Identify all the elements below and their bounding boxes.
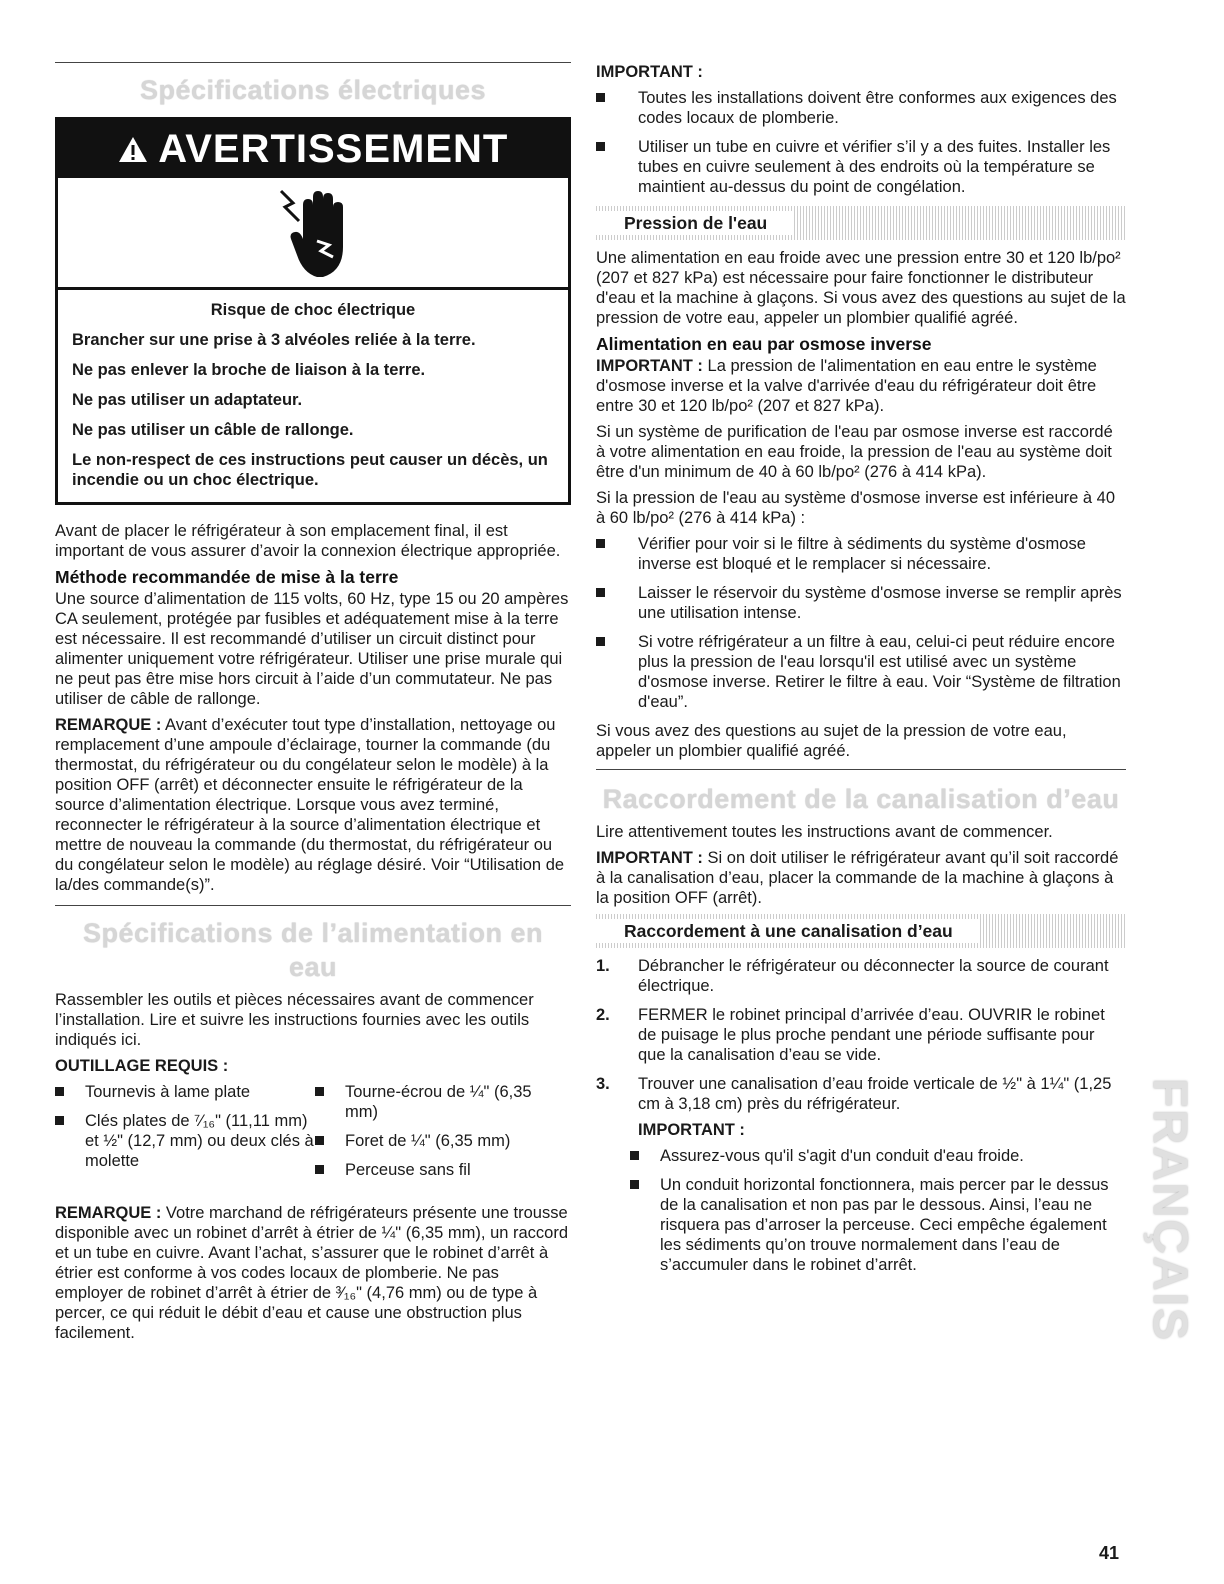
step-text: FERMER le robinet principal d’arrivée d’eau. OUVRIR le robinet de puisage le plus proche pendant une période suffisante pour que la canalisation d’eau se vide. [638, 1006, 1105, 1064]
osmosis-important-text: La pression de l'alimentation en eau entre le système d'osmose inverse et la valve d'arrivée d'eau du réfrigérateur doit être entre 30 et 120 lb/po² (207 et 827 kPa). [596, 357, 1097, 415]
warning-line-4: Ne pas utiliser un adaptateur. [72, 391, 303, 409]
osmosis-paragraph-2: Si la pression de l'eau au système d'osmose inverse est inférieure à 40 à 60 lb/po² (276 à 414 kPa) : [596, 489, 1115, 527]
tool-item: Clés plates de ⁷⁄₁₆" (11,11 mm) et ½" (12,7 mm) ou deux clés à molette [55, 1111, 315, 1171]
important-item: Toutes les installations doivent être conformes aux exigences des codes locaux de plomberie. [596, 88, 1126, 128]
connection-sub-heading: Raccordement à une canalisation d’eau [594, 919, 979, 943]
warning-box [55, 117, 571, 505]
connection-intro: Lire attentivement toutes les instructions avant de commencer. [596, 823, 1053, 841]
osmosis-paragraph-1: Si un système de purification de l'eau par osmose inverse est raccordé à votre alimentation en eau froide, la pression de l'eau au système doit être d'un minimum de 40 à 60 lb/po² (276 à 414 kPa). [596, 423, 1113, 481]
warning-line-6: Le non-respect de ces instructions peut causer un décès, un incendie ou un choc électrique. [72, 451, 548, 489]
remark-1-text: Avant d’exécuter tout type d’installation, nettoyage ou remplacement d’une ampoule d’éclairage, tourner la commande (du thermostat, du réfrigérateur ou du congélateur selon le modèle) à la position OFF (arrêt) et déconnecter ensuite le réfrigérateur de la source d’alimentation électrique. Lorsque vous avez terminé, reconnecter le réfrigérateur à la source d’alimentation électrique et mettre de nouveau la commande (du thermostat, du réfrigérateur ou du congélateur selon le modèle) au réglage désiré. Voir “Utilisation de la/des commande(s)”. [55, 716, 565, 894]
pressure-heading-bar [596, 206, 1126, 240]
osmosis-list [596, 534, 1126, 712]
step-text: Débrancher le réfrigérateur ou déconnecter la source de courant électrique. [638, 957, 1109, 995]
warning-triangle-icon [118, 127, 159, 171]
section-rule [596, 769, 1126, 770]
warning-line-2: Brancher sur une prise à 3 alvéoles reliée à la terre. [72, 331, 476, 349]
connection-sub-heading-bar [596, 914, 1126, 948]
grounding-paragraph: Une source d’alimentation de 115 volts, 60 Hz, type 15 ou 20 ampères CA seulement, protégée par fusibles et adéquatement mise à la terre est nécessaire. Il est recommandé d’utiliser un circuit distinct pour alimenter uniquement votre réfrigérateur. Utiliser une prise murale qui ne peut pas être mise hors circuit à l’aide d’un commutateur. Ne pas utiliser de câble de rallonge. [55, 590, 569, 708]
connection-important-label: IMPORTANT : [596, 849, 703, 867]
warning-title [58, 120, 568, 178]
tool-item: Perceuse sans fil [315, 1160, 545, 1180]
step-text: Trouver une canalisation d’eau froide verticale de ½" à 1¼" (1,25 cm à 3,18 cm) près du réfrigérateur. [638, 1075, 1112, 1113]
osmosis-important-label: IMPORTANT : [596, 357, 703, 375]
osmosis-item: Vérifier pour voir si le filtre à sédiments du système d'osmose inverse est bloqué et le remplacer si nécessaire. [596, 534, 1126, 574]
tool-item: Foret de ¼" (6,35 mm) [315, 1131, 545, 1151]
step-3-list [630, 1146, 1126, 1275]
warning-title-text: AVERTISSEMENT [158, 127, 509, 171]
tools-heading: OUTILLAGE REQUIS : [55, 1057, 229, 1075]
step-3-item: Un conduit horizontal fonctionnera, mais percer par le dessus de la canalisation et non pas par le dessous. Ainsi, l’eau ne risquera pas d’arroser la perceuse. Ceci empêche également les sédiments qu’on trouve normalement dans l’eau de s’accumuler dans le robinet d’arrêt. [630, 1175, 1126, 1275]
connection-important [596, 848, 1126, 908]
step-item [596, 956, 1126, 996]
pressure-heading: Pression de l'eau [594, 211, 793, 235]
electrical-intro: Avant de placer le réfrigérateur à son emplacement final, il est important de vous assurer d’avoir la connexion électrique appropriée. [55, 522, 561, 560]
remark-2 [55, 1203, 571, 1343]
water-intro: Rassembler les outils et pièces nécessaires avant de commencer l’installation. Lire et suivre les instructions fournies avec les outils indiqués ici. [55, 991, 534, 1049]
step-3-important-label: IMPORTANT : [638, 1121, 745, 1139]
osmosis-item: Si votre réfrigérateur a un filtre à eau, celui-ci peut réduire encore plus la pression de l'eau lorsqu'il est utilisé avec un système d'osmose inverse. Retirer le filtre à eau. Voir “Système de filtration d'eau”. [596, 632, 1126, 712]
step-number: 1. [596, 957, 610, 975]
remark-2-label: REMARQUE : [55, 1204, 162, 1222]
language-side-tab [1140, 1080, 1198, 1340]
important-label: IMPORTANT : [596, 63, 703, 81]
important-list [596, 88, 1126, 197]
tool-item: Tourne-écrou de ¼" (6,35 mm) [315, 1082, 545, 1122]
grounding-heading: Méthode recommandée de mise à la terre [55, 567, 399, 587]
connection-steps [596, 956, 1126, 1275]
warning-text [58, 290, 568, 502]
step-item [596, 1074, 1126, 1275]
right-column [596, 62, 1126, 1284]
osmosis-important [596, 356, 1126, 416]
tools-column-1 [55, 1082, 315, 1189]
section-rule [55, 62, 571, 63]
tools-list [55, 1082, 571, 1189]
osmosis-paragraph-3: Si vous avez des questions au sujet de la pression de votre eau, appeler un plombier qualifié agréé. [596, 722, 1067, 760]
water-specs-heading: Spécifications de l’alimentation en eau [82, 918, 544, 982]
remark-1 [55, 715, 571, 895]
osmosis-item: Laisser le réservoir du système d'osmose inverse se remplir après une utilisation intense. [596, 583, 1126, 623]
important-item: Utiliser un tube en cuivre et vérifier s’il y a des fuites. Installer les tubes en cuivre seulement à des endroits où la température se maintient au-dessus du point de congélation. [596, 137, 1126, 197]
step-number: 3. [596, 1075, 610, 1093]
remark-1-label: REMARQUE : [55, 716, 162, 734]
water-connection-heading: Raccordement de la canalisation d’eau [602, 784, 1120, 814]
pressure-paragraph: Une alimentation en eau froide avec une pression entre 30 et 120 lb/po² (207 et 827 kPa) est nécessaire pour faire fonctionner le distributeur d'eau et la machine à glaçons. Si vous avez des questions au sujet de la pression de votre eau, appeler un plombier qualifié agréé. [596, 249, 1126, 327]
tools-column-2 [315, 1082, 545, 1189]
connection-important-text: Si on doit utiliser le réfrigérateur avant qu’il soit raccordé à la canalisation d’eau, placer la commande de la machine à glaçons à la position OFF (arrêt). [596, 849, 1119, 907]
section-rule [55, 905, 571, 906]
warning-line-1: Risque de choc électrique [210, 301, 416, 319]
step-number: 2. [596, 1006, 610, 1024]
step-3-item: Assurez-vous qu'il s'agit d'un conduit d'eau froide. [630, 1146, 1126, 1166]
left-column [55, 62, 571, 1349]
tool-item: Tournevis à lame plate [55, 1082, 315, 1102]
warning-line-3: Ne pas enlever la broche de liaison à la terre. [72, 361, 426, 379]
language-side-tab-text: FRANÇAIS [1143, 1078, 1196, 1342]
warning-line-5: Ne pas utiliser un câble de rallonge. [72, 421, 354, 439]
remark-2-text: Votre marchand de réfrigérateurs présente une trousse disponible avec un robinet d’arrêt à étrier de ¼" (6,35 mm), un raccord et un tube en cuivre. Avant l’achat, s’assurer que le robinet d’arrêt à étrier est conforme à vos codes locaux de plomberie. Ne pas employer de robinet d’arrêt à étrier de ³⁄₁₆" (4,76 mm) ou de type à percer, ce qui réduit le débit d’eau et cause une obstruction plus facilement. [55, 1204, 569, 1342]
osmosis-heading: Alimentation en eau par osmose inverse [596, 334, 932, 354]
page-number: 41 [1099, 1543, 1120, 1563]
step-item [596, 1005, 1126, 1065]
electrical-specs-heading: Spécifications électriques [139, 75, 487, 105]
electric-shock-hand-icon [273, 185, 353, 281]
warning-pictogram [58, 178, 568, 290]
